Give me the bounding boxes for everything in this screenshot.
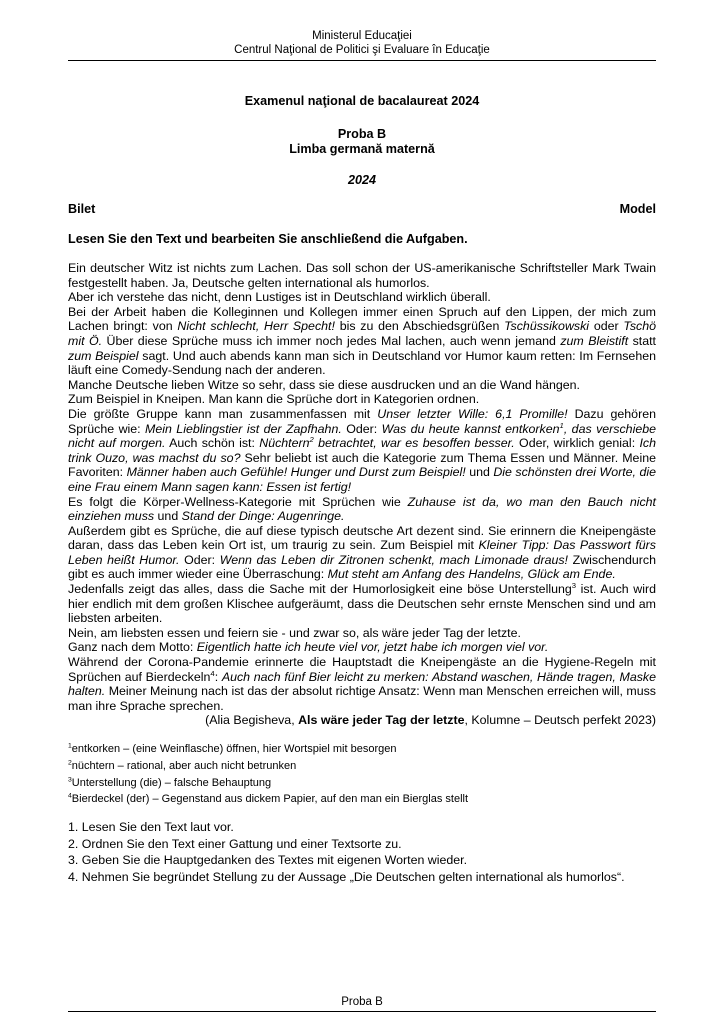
footer-proba-label: Proba B — [341, 996, 383, 1008]
footnotes-block — [68, 741, 656, 808]
text-segment: und — [154, 509, 182, 524]
text-segment: Sehr beliebt ist auch die Kategorie zum Thema Essen und Männer. Meine Favoriten: — [68, 450, 656, 480]
footer-rule — [68, 1011, 656, 1012]
text-segment: Mein Lieblingstier ist der Zapfhahn. — [145, 421, 342, 436]
text-segment: statt — [628, 333, 657, 348]
text-segment: 1 — [68, 742, 72, 750]
footnote — [68, 741, 656, 758]
subject-title: Limba germană maternă — [289, 142, 435, 156]
paragraph — [68, 290, 656, 305]
text-segment: Während der Corona-Pandemie erinnerte die Hauptstadt die Kneipengäste an die Hygiene-Regeln mit Sprüchen auf Bierdeckeln — [68, 655, 656, 684]
text-segment: , Kolumne – Deutsch perfekt 2023) — [464, 713, 656, 728]
text-segment: Als wäre jeder Tag der letzte — [298, 713, 465, 728]
text-segment: Über diese Sprüche muss ich immer noch jedes Mal lachen, auch wenn jemand — [102, 333, 561, 348]
paragraph — [68, 524, 656, 582]
text-segment: 2 — [68, 759, 72, 767]
text-segment: ist. Auch wird hier endlich mit dem großen Klischee aufgeräumt, dass die Deutschen sehr ernste Menschen sind und am liebsten arbeiten. — [68, 582, 656, 626]
paragraph — [68, 378, 656, 393]
text-segment: Zwischendurch gibt es auch immer wieder eine Überraschung: — [68, 552, 656, 582]
text-segment: zum Bleistift — [560, 333, 629, 348]
text-segment: Unser letzter Wille: 6,1 Promille! — [377, 406, 568, 421]
text-segment: 1 — [559, 420, 564, 430]
task-item: 3. Geben Sie die Hauptgedanken des Textes mit eigenen Worten wieder. — [68, 853, 468, 868]
paragraph — [68, 655, 656, 713]
text-segment: Bierdeckel (der) – Gegenstand aus dickem Papier, auf den man ein Bierglas stellt — [71, 793, 469, 806]
paragraph — [68, 261, 656, 290]
paragraph — [68, 407, 656, 495]
text-segment: sagt. Und auch abends kann man sich in Deutschland vor Humor kaum retten: Im Fernsehen läuft eine Comedy-Sendung nach der anderen. — [68, 348, 656, 378]
text-segment: Die schönsten drei Worte, die eine Frau einem Mann sagen kann: Essen ist fertig! — [68, 465, 657, 494]
text-segment: zum Beispiel — [68, 348, 139, 363]
reading-text-body — [68, 261, 656, 713]
text-segment: , das verschiebe nicht auf morgen. — [68, 421, 657, 451]
bilet-model-row — [68, 202, 656, 216]
text-segment: Ich trink Ouzo, was machst du so? — [68, 436, 656, 465]
task-instruction: Lesen Sie den Text und bearbeiten Sie anschließend die Aufgaben. — [68, 232, 468, 246]
text-segment: Ganz nach dem Motto: — [68, 640, 197, 655]
paragraph — [68, 640, 656, 655]
text-segment: 3 — [571, 580, 577, 590]
text-segment: Die größte Gruppe kann man zusammenfassen mit — [68, 406, 378, 421]
document-header — [68, 30, 656, 57]
text-segment: Oder: — [341, 421, 382, 436]
footnote — [68, 791, 656, 808]
text-segment: Bei der Arbeit haben die Kolleginnen und Kollegen immer einen Spruch auf den Lippen, der mich zum Lachen bringt: von — [68, 304, 656, 334]
text-segment: entkorken – (eine Weinflasche) öffnen, hier Wortspiel mit besorgen — [71, 743, 397, 755]
text-segment: (Alia Begisheva, — [205, 713, 299, 728]
text-segment: 4 — [68, 792, 72, 800]
national-center-name: Centrul Naţional de Politici şi Evaluare în Educaţie — [234, 43, 490, 56]
text-segment: Tschö mit Ö. — [68, 319, 656, 348]
paragraph — [68, 495, 656, 524]
text-segment: Zum Beispiel in Kneipen. Man kann die Sprüche dort in Kategorien ordnen. — [68, 392, 480, 407]
ministry-name: Ministerul Educaţiei — [312, 30, 412, 42]
text-segment: Eigentlich hatte ich heute viel vor, jetzt habe ich morgen viel vor. — [196, 640, 549, 655]
footnote — [68, 758, 656, 775]
model-label: Model — [619, 202, 656, 216]
text-segment: 2 — [309, 435, 314, 444]
paragraph — [68, 392, 656, 407]
text-segment: oder — [589, 319, 624, 334]
text-segment: 4 — [210, 668, 215, 678]
document-footer — [68, 996, 656, 1012]
text-segment: Unterstellung (die) – falsche Behauptung — [71, 776, 272, 789]
bilet-label: Bilet — [68, 202, 96, 216]
paragraph — [68, 305, 656, 378]
text-segment: Aber ich verstehe das nicht, denn Lustiges ist in Deutschland wirklich überall. — [68, 290, 491, 305]
text-segment: Außerdem gibt es Sprüche, die auf diese typisch deutsche Art dezent sind. Sie erinnern die Kneipengäste daran, dass das Leben kein Ort ist, um traurig zu sein. Zum Beispiel mit — [68, 523, 656, 553]
text-segment: Nicht schlecht, Herr Specht! — [177, 319, 335, 334]
text-segment: Auch nach fünf Bier leicht zu merken: Abstand waschen, Hände tragen, Maske halten. — [68, 669, 656, 699]
task-item: 1. Lesen Sie den Text laut vor. — [68, 820, 234, 835]
exam-title: Examenul naţional de bacalaureat 2024 — [244, 94, 480, 108]
footnote — [68, 775, 656, 792]
year-label: 2024 — [347, 173, 377, 187]
text-segment: Wenn das Leben dir Zitronen schenkt, mach Limonade draus! — [219, 552, 568, 567]
paragraph — [68, 582, 656, 626]
text-segment: betrachtet, war es besoffen besser. — [313, 436, 515, 451]
text-segment: Nein, am liebsten essen und feiern sie - und zwar so, als wäre jeder Tag der letzte. — [68, 625, 521, 640]
text-segment: Meiner Meinung nach ist das der absolut richtige Ansatz: Wenn man Menschen erreichen will, muss man ihre Sprache sprechen. — [68, 684, 656, 713]
text-segment: Ein deutscher Witz ist nichts zum Lachen. Das soll schon der US-amerikanische Schriftsteller Mark Twain festgestellt haben. Ja, Deutsche gelten international als humorlos. — [68, 261, 656, 290]
text-segment: Stand der Dinge: Augenringe. — [181, 509, 345, 524]
header-rule — [68, 60, 656, 61]
text-segment: Kleiner Tipp: Das Passwort fürs Leben heißt Humor. — [68, 538, 656, 567]
tasks-list — [68, 819, 656, 885]
text-segment: nüchtern – rational, aber auch nicht betrunken — [71, 759, 297, 772]
text-segment: 3 — [68, 775, 72, 783]
text-segment: bis zu den Abschiedsgrüßen — [334, 319, 505, 334]
text-segment: : — [214, 669, 222, 684]
text-segment: Mut steht am Anfang des Handelns, Glück am Ende. — [327, 567, 616, 582]
text-segment: Dazu gehören Sprüche wie: — [68, 406, 656, 436]
paragraph — [68, 626, 656, 641]
text-segment: Tschüssikowski — [504, 319, 590, 334]
text-segment: Nüchtern — [259, 436, 310, 451]
text-segment: Manche Deutsche lieben Witze so sehr, dass sie diese ausdrucken und an die Wand hängen. — [68, 377, 580, 392]
text-segment: und — [465, 465, 494, 480]
text-segment: Auch schön ist: — [165, 436, 260, 451]
text-segment: Was du heute kannst entkorken — [381, 421, 560, 436]
text-segment: Es folgt die Körper-Wellness-Kategorie mit Sprüchen wie — [68, 494, 408, 509]
task-item: 2. Ordnen Sie den Text einer Gattung und einer Textsorte zu. — [68, 836, 402, 851]
proba-title: Proba B — [337, 127, 387, 141]
text-segment: Männer haben auch Gefühle! Hunger und Durst zum Beispiel! — [126, 465, 466, 480]
source-attribution — [68, 713, 656, 728]
text-segment: Jedenfalls zeigt das alles, dass die Sache mit der Humorlosigkeit eine böse Unterstellung — [68, 582, 572, 597]
text-segment: Oder: — [179, 552, 220, 567]
text-segment: Oder, wirklich genial: — [514, 436, 640, 451]
text-segment: Zuhause ist da, wo man den Bauch nicht einziehen muss — [68, 494, 657, 524]
task-item: 4. Nehmen Sie begründet Stellung zu der Aussage „Die Deutschen gelten international als humorlos“. — [68, 869, 625, 884]
